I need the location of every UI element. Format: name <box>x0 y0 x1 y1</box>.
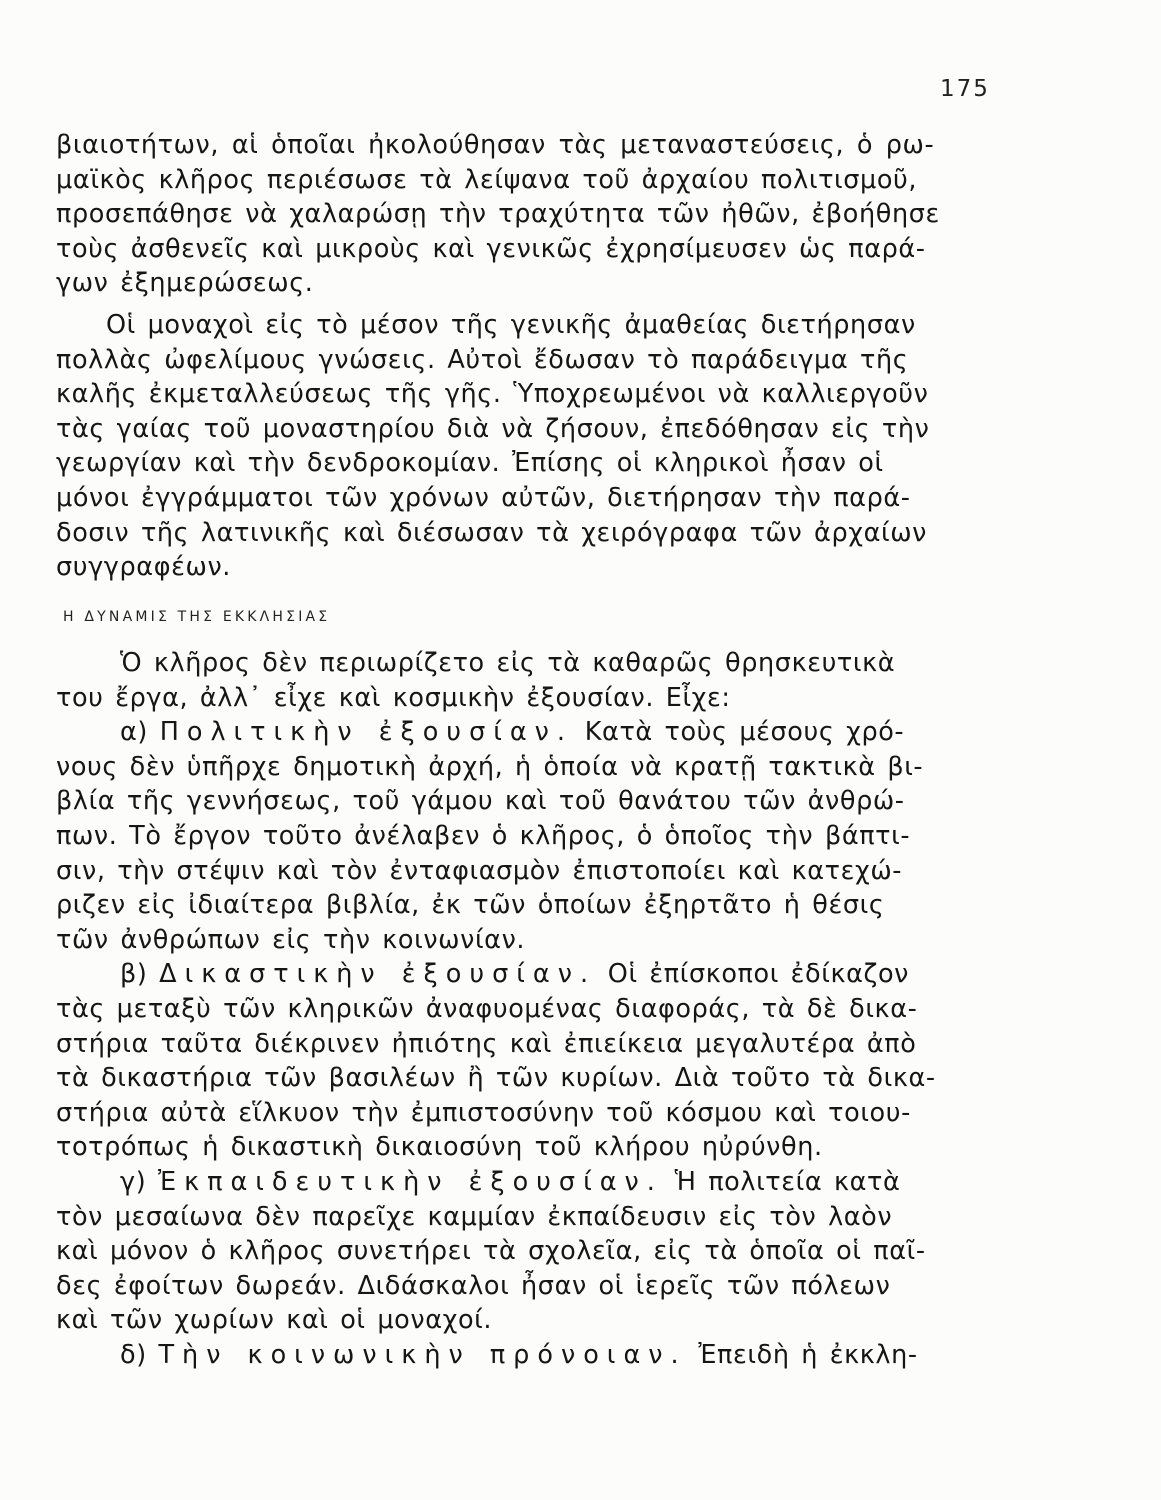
text-line: καὶ τῶν χωρίων καὶ οἱ μοναχοί. <box>56 1305 493 1336</box>
section-heading: Η ΔΥΝΑΜΙΣ ΤΗΣ ΕΚΚΛΗΣΙΑΣ <box>63 609 331 625</box>
text-line: μαϊκὸς κλῆρος περιέσωσε τὰ λείψανα τοῦ ἀρχαίου πολιτισμοῦ, <box>56 164 918 195</box>
text-line: τοτρόπως ἡ δικαστικὴ δικαιοσύνη τοῦ κλήρου ηὐρύνθη. <box>56 1132 823 1163</box>
paragraph-monks <box>56 308 1100 585</box>
page-number: 175 <box>940 76 990 102</box>
text-line: γων ἐξημερώσεως. <box>56 268 314 299</box>
item-title: Τὴν κοινωνικὴν πρόνοιαν. <box>158 1339 687 1370</box>
paragraph-continuation <box>56 128 1100 301</box>
item-text: Κατὰ τοὺς μέσους χρό- <box>584 717 905 748</box>
item-marker: α) <box>120 717 148 748</box>
text-line: πων. Τὸ ἔργον τοῦτο ἀνέλαβεν ὁ κλῆρος, ὁ ὁποῖος τὴν βάπτι- <box>56 820 911 851</box>
text-line: καλῆς ἐκμεταλλεύσεως τῆς γῆς. Ὑποχρεωμένοι νὰ καλλιεργοῦν <box>56 379 929 410</box>
text-line: δες ἐφοίτων δωρεάν. Διδάσκαλοι ἦσαν οἱ ἱερεῖς τῶν πόλεων <box>56 1270 891 1301</box>
item-title: Πολιτικὴν ἐξουσίαν. <box>159 717 574 748</box>
text-line: νους δὲν ὑπῆρχε δημοτικὴ ἀρχή, ἡ ὁποία νὰ κρατῇ τακτικὰ βι- <box>56 751 924 782</box>
text-line: καὶ μόνον ὁ κλῆρος συνετήρει τὰ σχολεῖα, εἰς τὰ ὁποῖα οἱ παῖ- <box>56 1236 926 1267</box>
text-line: βιαιοτήτων, αἱ ὁποῖαι ἠκολούθησαν τὰς μεταναστεύσεις, ὁ ρω- <box>56 130 935 160</box>
list-item-judicial <box>56 957 1100 992</box>
item-text: Ἐπειδὴ ἡ ἐκκλη- <box>698 1339 918 1370</box>
item-marker: β) <box>120 959 148 990</box>
item-text: Οἱ ἐπίσκοποι ἐδίκαζον <box>607 959 909 990</box>
text-line: γεωργίαν καὶ τὴν δενδροκομίαν. Ἐπίσης οἱ κληρικοὶ ἦσαν οἱ <box>56 448 884 479</box>
text-line: στήρια αὐτὰ εἵλκυον τὴν ἐμπιστοσύνην τοῦ κόσμου καὶ τοιου- <box>56 1097 911 1128</box>
text-line: ριζεν εἰς ἰδιαίτερα βιβλία, ἐκ τῶν ὁποίων ἐξηρτᾶτο ἡ θέσις <box>56 890 885 921</box>
text-line: στήρια ταῦτα διέκρινεν ἠπιότης καὶ ἐπιείκεια μεγαλυτέρα ἀπὸ <box>56 1028 917 1059</box>
list-item-political <box>56 715 1100 750</box>
section-body <box>56 646 1100 1372</box>
text-line: τὰς μεταξὺ τῶν κληρικῶν ἀναφυομένας διαφοράς, τὰ δὲ δικα- <box>56 993 918 1024</box>
list-item-welfare <box>56 1338 1100 1373</box>
text-line: προσεπάθησε νὰ χαλαρώσῃ τὴν τραχύτητα τῶν ἠθῶν, ἐβοήθησε <box>56 199 940 230</box>
text-line: βλία τῆς γεννήσεως, τοῦ γάμου καὶ τοῦ θανάτου τῶν ἀνθρώ- <box>56 786 905 817</box>
text-line: μόνοι ἐγγράμματοι τῶν χρόνων αὐτῶν, διετήρησαν τὴν παρά- <box>56 482 911 513</box>
text-line: τὰ δικαστήρια τῶν βασιλέων ἢ τῶν κυρίων. Διὰ τοῦτο τὰ δικα- <box>56 1063 936 1094</box>
item-title: Ἐκπαιδευτικὴν ἐξουσίαν. <box>157 1166 663 1197</box>
text-line: Ὁ κλῆρος δὲν περιωρίζετο εἰς τὰ καθαρῶς θρησκευτικὰ <box>120 648 896 678</box>
text-line: Οἱ μοναχοὶ εἰς τὸ μέσον τῆς γενικῆς ἀμαθείας διετήρησαν <box>106 310 916 340</box>
item-marker: δ) <box>120 1339 147 1370</box>
text-line: τοὺς ἀσθενεῖς καὶ μικροὺς καὶ γενικῶς ἐχρησίμευσεν ὡς παρά- <box>56 233 926 264</box>
text-line: συγγραφέων. <box>56 552 232 583</box>
item-marker: γ) <box>120 1166 147 1197</box>
text-line: πολλὰς ὠφελίμους γνώσεις. Αὐτοὶ ἔδωσαν τὸ παράδειγμα τῆς <box>56 344 909 375</box>
text-line: τῶν ἀνθρώπων εἰς τὴν κοινωνίαν. <box>56 924 526 955</box>
text-line: τὸν μεσαίωνα δὲν παρεῖχε καμμίαν ἐκπαίδευσιν εἰς τὸν λαὸν <box>56 1201 893 1232</box>
text-line: δοσιν τῆς λατινικῆς καὶ διέσωσαν τὰ χειρόγραφα τῶν ἀρχαίων <box>56 517 928 548</box>
text-line: σιν, τὴν στέψιν καὶ τὸν ἐνταφιασμὸν ἐπιστοποίει καὶ κατεχώ- <box>56 855 903 886</box>
item-text: Ἡ πολιτεία κατὰ <box>674 1166 901 1197</box>
text-line: τὰς γαίας τοῦ μοναστηρίου διὰ νὰ ζήσουν, ἐπεδόθησαν εἰς τὴν <box>56 413 930 444</box>
text-line: του ἔργα, ἀλλ᾽ εἶχε καὶ κοσμικὴν ἐξουσίαν. Εἶχε: <box>56 682 731 713</box>
list-item-educational <box>56 1165 1100 1200</box>
item-title: Δικαστικὴν ἐξουσίαν. <box>159 959 597 990</box>
